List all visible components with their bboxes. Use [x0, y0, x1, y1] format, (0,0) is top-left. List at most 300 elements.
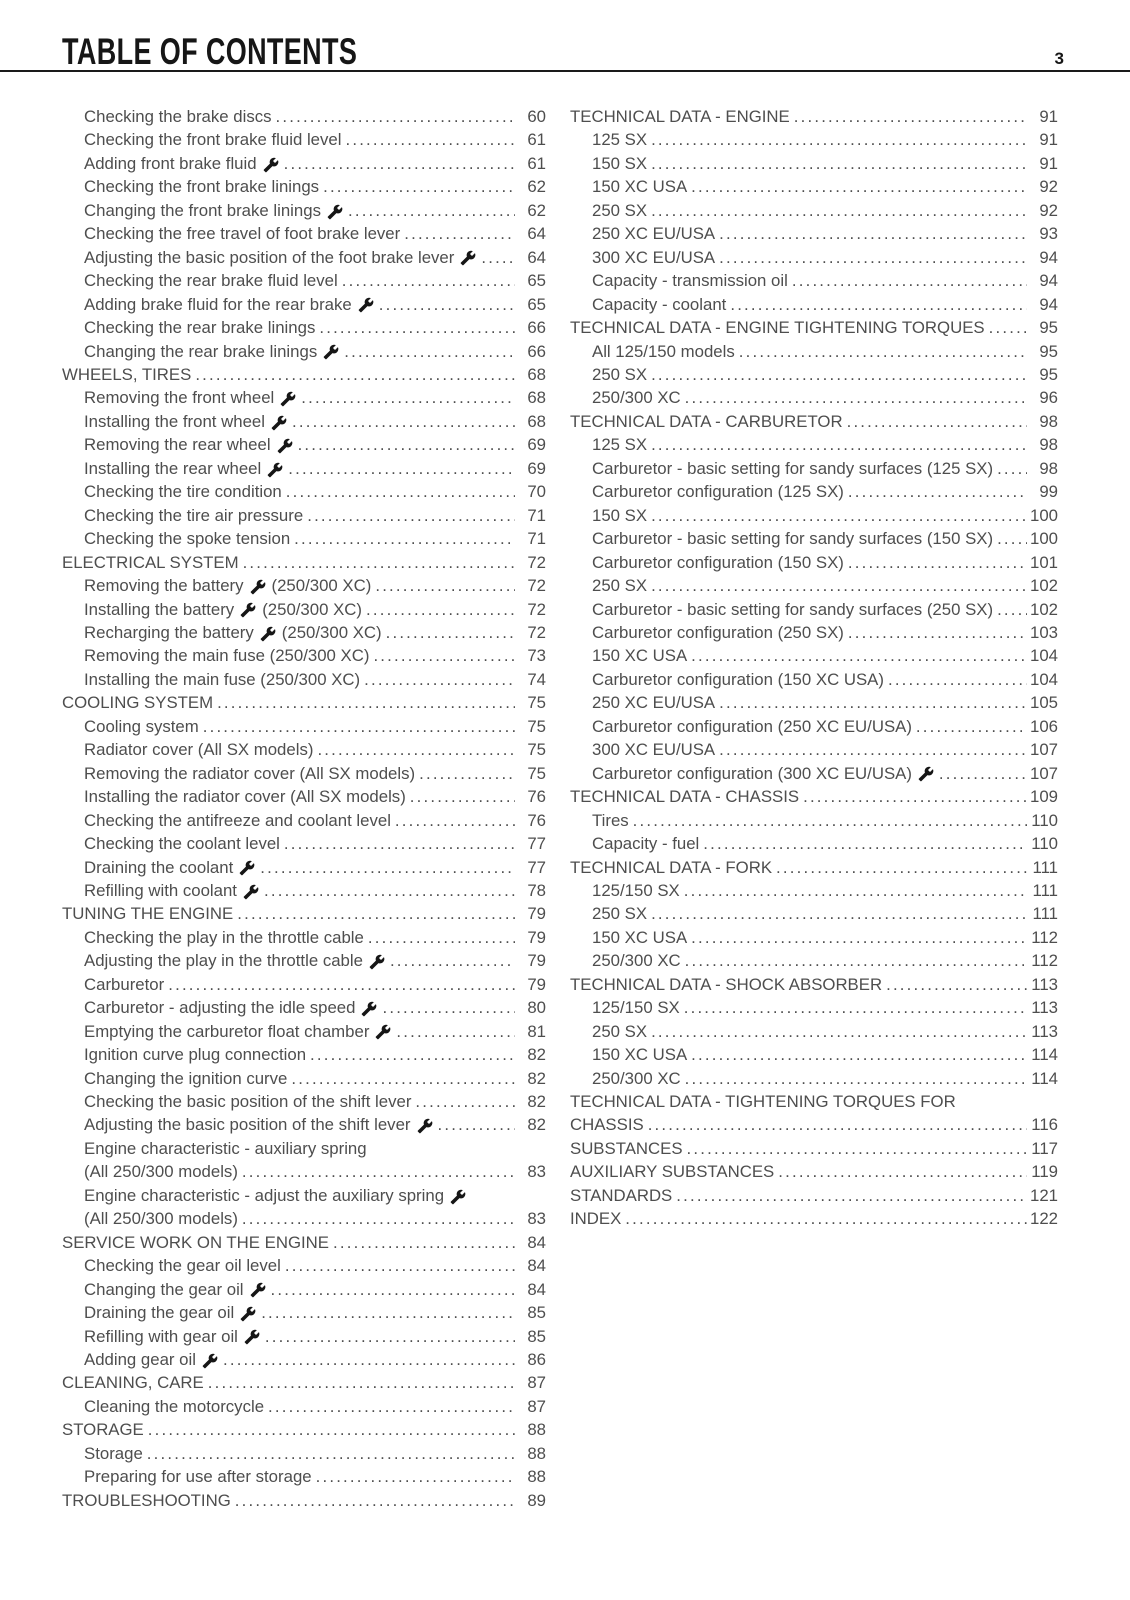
- dot-leader: [633, 809, 1027, 832]
- toc-entry-label: Carburetor configuration (125 SX): [592, 482, 844, 502]
- toc-entry-label: Checking the front brake linings: [84, 177, 320, 197]
- toc-entry-label: Carburetor configuration (150 SX): [592, 552, 844, 572]
- page-number: 117: [1031, 1138, 1058, 1158]
- toc-entry: [570, 246, 1058, 269]
- page-number: 114: [1031, 1045, 1058, 1065]
- page-number: 75: [527, 740, 546, 760]
- toc-entry-label: Storage: [84, 1443, 143, 1463]
- page-header: [0, 0, 1130, 72]
- page-number: 104: [1030, 669, 1058, 689]
- toc-entry-label: TECHNICAL DATA - TIGHTENING TORQUES FOR: [570, 1092, 956, 1112]
- page-number: 95: [1039, 318, 1058, 338]
- dot-leader: [684, 879, 1027, 902]
- toc-entry: [62, 527, 546, 550]
- toc-entry-label: Removing the front wheel: [84, 388, 275, 408]
- dot-leader: [237, 902, 515, 925]
- dot-leader: [316, 1465, 515, 1488]
- page-number: 113: [1031, 1021, 1058, 1041]
- page-number: 103: [1030, 622, 1058, 642]
- toc-entry: [570, 809, 1058, 832]
- page-number: 99: [1039, 482, 1058, 502]
- toc-entry-label: Checking the rear brake fluid level: [84, 271, 338, 291]
- dot-leader: [691, 175, 1027, 198]
- dot-leader: [260, 856, 515, 879]
- dot-leader: [886, 973, 1027, 996]
- toc-entry: [570, 621, 1058, 644]
- page-number: 122: [1030, 1209, 1058, 1229]
- toc-entry-label: Capacity - transmission oil: [592, 271, 788, 291]
- toc-section-entry: [570, 1160, 1058, 1183]
- toc-entry-label: Installing the rear wheel: [84, 458, 262, 478]
- toc-entry-label: Checking the free travel of foot brake lever: [84, 224, 401, 244]
- dot-leader: [195, 363, 515, 386]
- toc-entry-label: Installing the radiator cover (All SX models): [84, 787, 406, 807]
- dot-leader: [703, 832, 1027, 855]
- page-number: 95: [1039, 364, 1058, 384]
- dot-leader: [284, 152, 515, 175]
- toc-entry-label: Carburetor - basic setting for sandy surfaces (150 SX): [592, 529, 994, 549]
- wrench-icon: [240, 1306, 256, 1322]
- toc-entry: [62, 293, 546, 316]
- toc-entry-label: Adjusting the basic position of the foot brake lever: [84, 247, 455, 267]
- dot-leader: [685, 949, 1027, 972]
- dot-leader: [323, 175, 515, 198]
- dot-leader: [685, 1067, 1027, 1090]
- dot-leader: [651, 1020, 1027, 1043]
- toc-entry-label: AUXILIARY SUBSTANCES: [570, 1162, 775, 1182]
- toc-entry: [62, 762, 546, 785]
- page-number: 68: [527, 411, 546, 431]
- toc-entry-label: 250 SX: [592, 904, 648, 924]
- page-number: 64: [527, 224, 546, 244]
- page-number: 107: [1030, 740, 1058, 760]
- toc-entry-label: Removing the radiator cover (All SX models): [84, 763, 416, 783]
- page-number: 111: [1032, 904, 1058, 924]
- dot-leader: [348, 199, 515, 222]
- page-number: 75: [527, 716, 546, 736]
- dot-leader: [395, 809, 515, 832]
- toc-entry-label: Recharging the battery: [84, 622, 254, 642]
- dot-leader: [404, 222, 515, 245]
- page-number: 64: [527, 247, 546, 267]
- wrench-icon: [369, 954, 385, 970]
- toc-entry-label: Radiator cover (All SX models): [84, 740, 314, 760]
- toc-entry-label: Checking the spoke tension: [84, 529, 291, 549]
- toc-entry: [62, 457, 546, 480]
- toc-entry: [570, 949, 1058, 972]
- page-number: 107: [1030, 763, 1058, 783]
- toc-entry-label: Cleaning the motorcycle: [84, 1396, 265, 1416]
- page-number: 91: [1039, 153, 1058, 173]
- dot-leader: [307, 504, 515, 527]
- toc-entry: [62, 856, 546, 879]
- dot-leader: [298, 433, 515, 456]
- toc-entry-label: Removing the battery: [84, 576, 244, 596]
- toc-entry: [62, 1442, 546, 1465]
- dot-leader: [396, 1020, 515, 1043]
- toc-entry: [570, 457, 1058, 480]
- toc-entry: [62, 996, 546, 1019]
- toc-section-entry: [570, 973, 1058, 996]
- page-number: 72: [527, 576, 546, 596]
- page-number: 75: [527, 693, 546, 713]
- page-number: 84: [527, 1232, 546, 1252]
- dot-leader: [651, 504, 1027, 527]
- dot-leader: [217, 691, 515, 714]
- toc-entry: [570, 738, 1058, 761]
- toc-entry: [62, 433, 546, 456]
- toc-entry: [62, 574, 546, 597]
- toc-entry-label: CLEANING, CARE: [62, 1373, 204, 1393]
- toc-section-entry: [570, 856, 1058, 879]
- dot-leader: [310, 1043, 515, 1066]
- toc-entry-label: All 125/150 models: [592, 341, 735, 361]
- page-number: 80: [527, 998, 546, 1018]
- toc-entry: [62, 879, 546, 902]
- toc-section-entry: [570, 785, 1058, 808]
- toc-entry-label: Carburetor configuration (250 SX): [592, 622, 844, 642]
- dot-leader: [719, 738, 1027, 761]
- toc-entry-label: 125/150 SX: [592, 880, 680, 900]
- page-number: 94: [1039, 294, 1058, 314]
- dot-leader: [691, 926, 1027, 949]
- dot-leader: [243, 551, 515, 574]
- page-number: 100: [1030, 505, 1058, 525]
- toc-entry: [62, 1325, 546, 1348]
- dot-leader: [415, 1090, 515, 1113]
- page-number: 88: [527, 1467, 546, 1487]
- dot-leader: [373, 644, 515, 667]
- wrench-icon: [244, 1329, 260, 1345]
- toc-entry-label: 125/150 SX: [592, 998, 680, 1018]
- toc-section-entry: [62, 691, 546, 714]
- page-number: 101: [1030, 552, 1058, 572]
- toc-entry: [62, 1465, 546, 1488]
- toc-entry-label: SUBSTANCES: [570, 1138, 683, 1158]
- page-number: 96: [1039, 388, 1058, 408]
- toc-entry-label: 300 XC EU/USA: [592, 247, 716, 267]
- dot-leader: [410, 785, 515, 808]
- toc-column-right: [570, 105, 1058, 1512]
- wrench-icon: [243, 884, 259, 900]
- toc-entry-label: TUNING THE ENGINE: [62, 904, 234, 924]
- dot-leader: [651, 433, 1027, 456]
- toc-entry: [570, 128, 1058, 151]
- toc-entry: [570, 902, 1058, 925]
- toc-entry: [570, 152, 1058, 175]
- toc-entry-label: Carburetor configuration (250 XC EU/USA): [592, 716, 912, 736]
- dot-leader: [888, 668, 1027, 691]
- toc-entry-label: TECHNICAL DATA - CHASSIS: [570, 787, 800, 807]
- dot-leader: [284, 832, 515, 855]
- toc-entry: [62, 1301, 546, 1324]
- toc-entry-label: 250/300 XC: [592, 951, 681, 971]
- dot-leader: [147, 1442, 515, 1465]
- toc-entry-label: 150 XC USA: [592, 1045, 688, 1065]
- toc-entry-label: Checking the antifreeze and coolant level: [84, 810, 391, 830]
- dot-leader: [939, 762, 1027, 785]
- dot-leader: [651, 152, 1027, 175]
- dot-leader: [651, 363, 1027, 386]
- toc-entry: [62, 222, 546, 245]
- toc-entry: [570, 1043, 1058, 1066]
- dot-leader: [648, 1113, 1027, 1136]
- toc-entry: [570, 832, 1058, 855]
- toc-entry-label: CHASSIS: [570, 1115, 644, 1135]
- toc-entry-label: STORAGE: [62, 1420, 144, 1440]
- toc-entry: [570, 598, 1058, 621]
- dot-leader: [684, 996, 1027, 1019]
- page-number: 119: [1031, 1162, 1058, 1182]
- page-number: 85: [527, 1303, 546, 1323]
- wrench-icon: [277, 438, 293, 454]
- toc-section-entry: [62, 1371, 546, 1394]
- page-number: 77: [527, 857, 546, 877]
- wrench-icon: [460, 250, 476, 266]
- toc-entry-label: 150 SX: [592, 505, 648, 525]
- toc-entry-continuation: [62, 1160, 546, 1183]
- toc-entry: [62, 598, 546, 621]
- toc-entry: [570, 691, 1058, 714]
- toc-entry-label: (All 250/300 models): [84, 1209, 238, 1229]
- toc-entry-label: 250 SX: [592, 576, 648, 596]
- page-number: 65: [527, 271, 546, 291]
- toc-section-entry: [62, 1418, 546, 1441]
- toc-entry-label: Refilling with gear oil: [84, 1326, 238, 1346]
- toc-entry-label: Adding brake fluid for the rear brake: [84, 294, 352, 314]
- toc-entry: [62, 246, 546, 269]
- page-number: 113: [1031, 974, 1058, 994]
- toc-entry-label: Checking the play in the throttle cable: [84, 927, 364, 947]
- dot-leader: [916, 715, 1027, 738]
- dot-leader: [997, 457, 1027, 480]
- page-number: 87: [527, 1396, 546, 1416]
- dot-leader: [730, 293, 1027, 316]
- toc-section-entry: [62, 902, 546, 925]
- toc-section-entry: [570, 1090, 1058, 1113]
- toc-entry-label: Installing the front wheel: [84, 411, 265, 431]
- toc-entry-label: Emptying the carburetor float chamber: [84, 1021, 370, 1041]
- dot-leader: [651, 574, 1027, 597]
- toc-entry: [62, 152, 546, 175]
- toc-entry: [62, 973, 546, 996]
- dot-leader: [997, 598, 1027, 621]
- page-number: 71: [527, 529, 546, 549]
- page-number: 102: [1030, 599, 1058, 619]
- page-title: TABLE OF CONTENTS: [62, 31, 358, 72]
- toc-entry: [62, 1278, 546, 1301]
- toc-entry-label: Adjusting the basic position of the shift lever: [84, 1115, 411, 1135]
- dot-leader: [794, 105, 1027, 128]
- toc-section-entry: [62, 1489, 546, 1512]
- dot-leader: [382, 996, 515, 1019]
- toc-entry-label: Carburetor: [84, 974, 165, 994]
- dot-leader: [291, 1067, 515, 1090]
- toc-entry: [570, 340, 1058, 363]
- toc-entry-label: 250/300 XC: [592, 388, 681, 408]
- toc-entry-label: Adding front brake fluid: [84, 153, 257, 173]
- dot-leader: [803, 785, 1027, 808]
- page-number: 92: [1039, 200, 1058, 220]
- page-number: 98: [1039, 458, 1058, 478]
- dot-leader: [301, 386, 515, 409]
- wrench-icon: [250, 1282, 266, 1298]
- page-number: 84: [527, 1279, 546, 1299]
- toc-entry-label: 250/300 XC: [592, 1068, 681, 1088]
- toc-entry-label: Checking the basic position of the shift lever: [84, 1092, 412, 1112]
- toc-entry: [570, 926, 1058, 949]
- page-number: 94: [1039, 247, 1058, 267]
- toc-entry-label: Refilling with coolant: [84, 880, 237, 900]
- toc-entry: [570, 762, 1058, 785]
- toc-entry-label: 250 SX: [592, 364, 648, 384]
- toc-entry: [570, 1020, 1058, 1043]
- wrench-icon: [271, 415, 287, 431]
- toc-entry-label: Checking the tire air pressure: [84, 505, 304, 525]
- wrench-icon: [250, 579, 266, 595]
- page-number: 78: [527, 880, 546, 900]
- wrench-icon: [280, 391, 296, 407]
- page-number: 113: [1031, 998, 1058, 1018]
- dot-leader: [242, 1160, 515, 1183]
- page-number: 92: [1039, 177, 1058, 197]
- dot-leader: [691, 1043, 1027, 1066]
- dot-leader: [264, 879, 515, 902]
- toc-entry: [570, 527, 1058, 550]
- toc-entry: [62, 809, 546, 832]
- page-number: 111: [1032, 880, 1058, 900]
- toc-section-entry: [570, 1137, 1058, 1160]
- page-number: 104: [1030, 646, 1058, 666]
- toc-entry-label: SERVICE WORK ON THE ENGINE: [62, 1232, 329, 1252]
- dot-leader: [776, 856, 1027, 879]
- page-number: 112: [1031, 927, 1058, 947]
- toc-entry-label: Checking the coolant level: [84, 834, 280, 854]
- page-number: 102: [1030, 576, 1058, 596]
- toc-entry: [62, 832, 546, 855]
- dot-leader: [739, 340, 1027, 363]
- toc-entry: [62, 1348, 546, 1371]
- page-number: 111: [1032, 857, 1058, 877]
- toc-entry: [570, 433, 1058, 456]
- wrench-icon: [361, 1001, 377, 1017]
- toc-section-entry: [62, 363, 546, 386]
- page-number: 91: [1039, 130, 1058, 150]
- toc-entry-label: Carburetor configuration (300 XC EU/USA): [592, 763, 912, 783]
- toc-entry-label: TECHNICAL DATA - FORK: [570, 857, 773, 877]
- toc-entry-label: Checking the brake discs: [84, 107, 272, 126]
- dot-leader: [168, 973, 515, 996]
- toc-entry-label: Checking the front brake fluid level: [84, 130, 342, 150]
- toc-section-entry: [570, 316, 1058, 339]
- dot-leader: [719, 222, 1027, 245]
- toc-entry: [62, 410, 546, 433]
- toc-entry: [570, 996, 1058, 1019]
- dot-leader: [719, 691, 1027, 714]
- toc-section-entry: [570, 1184, 1058, 1207]
- page-number: 77: [527, 834, 546, 854]
- toc-entry-label: Changing the rear brake linings: [84, 341, 318, 361]
- page-number: 71: [527, 505, 546, 525]
- toc-entry: [62, 1090, 546, 1113]
- toc-entry-label: 150 SX: [592, 153, 648, 173]
- dot-leader: [848, 621, 1027, 644]
- page-number: 109: [1030, 787, 1058, 807]
- toc-entry: [570, 480, 1058, 503]
- dot-leader: [285, 1254, 515, 1277]
- toc-entry: [62, 785, 546, 808]
- page-number: 121: [1030, 1185, 1058, 1205]
- wrench-icon: [358, 297, 374, 313]
- page-number: 74: [527, 669, 546, 689]
- toc-entry: [62, 1043, 546, 1066]
- toc-entry: [62, 1184, 546, 1207]
- toc-entry: [62, 1020, 546, 1043]
- dot-leader: [685, 386, 1027, 409]
- page-number: 72: [527, 599, 546, 619]
- dot-leader: [379, 293, 515, 316]
- toc-entry: [570, 386, 1058, 409]
- toc-section-entry: [62, 1231, 546, 1254]
- toc-entry-label: Carburetor - basic setting for sandy surfaces (250 SX): [592, 599, 994, 619]
- toc-entry: [570, 715, 1058, 738]
- toc-entry: [62, 738, 546, 761]
- toc-entry-label: COOLING SYSTEM: [62, 693, 214, 713]
- toc-entry-label: Tires: [592, 810, 629, 830]
- wrench-icon: [417, 1118, 433, 1134]
- toc-entry: [62, 949, 546, 972]
- dot-leader: [778, 1160, 1027, 1183]
- page-number: 62: [527, 177, 546, 197]
- toc-entry-label: TECHNICAL DATA - ENGINE: [570, 107, 790, 126]
- toc-entry-label: WHEELS, TIRES: [62, 364, 192, 384]
- toc-entry: [62, 105, 546, 128]
- toc-entry: [62, 668, 546, 691]
- dot-leader: [375, 574, 515, 597]
- page-number: 69: [527, 458, 546, 478]
- toc-entry: [62, 480, 546, 503]
- dot-leader: [148, 1418, 515, 1441]
- dot-leader: [481, 246, 515, 269]
- toc-entry: [570, 574, 1058, 597]
- page-number: 66: [527, 318, 546, 338]
- toc-entry-label: 150 XC USA: [592, 646, 688, 666]
- page-number: 61: [527, 130, 546, 150]
- page-number: 110: [1031, 810, 1058, 830]
- page-number: 62: [527, 200, 546, 220]
- page-number: 82: [527, 1092, 546, 1112]
- toc-entry: [570, 668, 1058, 691]
- toc-entry-label-suffix: (250/300 XC): [262, 599, 362, 619]
- dot-leader: [292, 410, 515, 433]
- toc-entry-label: Carburetor - adjusting the idle speed: [84, 998, 356, 1018]
- page-number: 100: [1030, 529, 1058, 549]
- toc-entry-label: Installing the main fuse (250/300 XC): [84, 669, 361, 689]
- dot-leader: [317, 738, 515, 761]
- toc-entry: [570, 175, 1058, 198]
- page-number: 68: [527, 388, 546, 408]
- page-number: 70: [527, 482, 546, 502]
- wrench-icon: [240, 602, 256, 618]
- dot-leader: [719, 246, 1027, 269]
- toc-entry: [570, 644, 1058, 667]
- toc-entry-label: 150 XC USA: [592, 177, 688, 197]
- toc-entry-label: Carburetor configuration (150 XC USA): [592, 669, 884, 689]
- dot-leader: [792, 269, 1027, 292]
- toc-entry: [62, 1067, 546, 1090]
- dot-leader: [208, 1371, 515, 1394]
- toc-entry-label: Checking the gear oil level: [84, 1256, 281, 1276]
